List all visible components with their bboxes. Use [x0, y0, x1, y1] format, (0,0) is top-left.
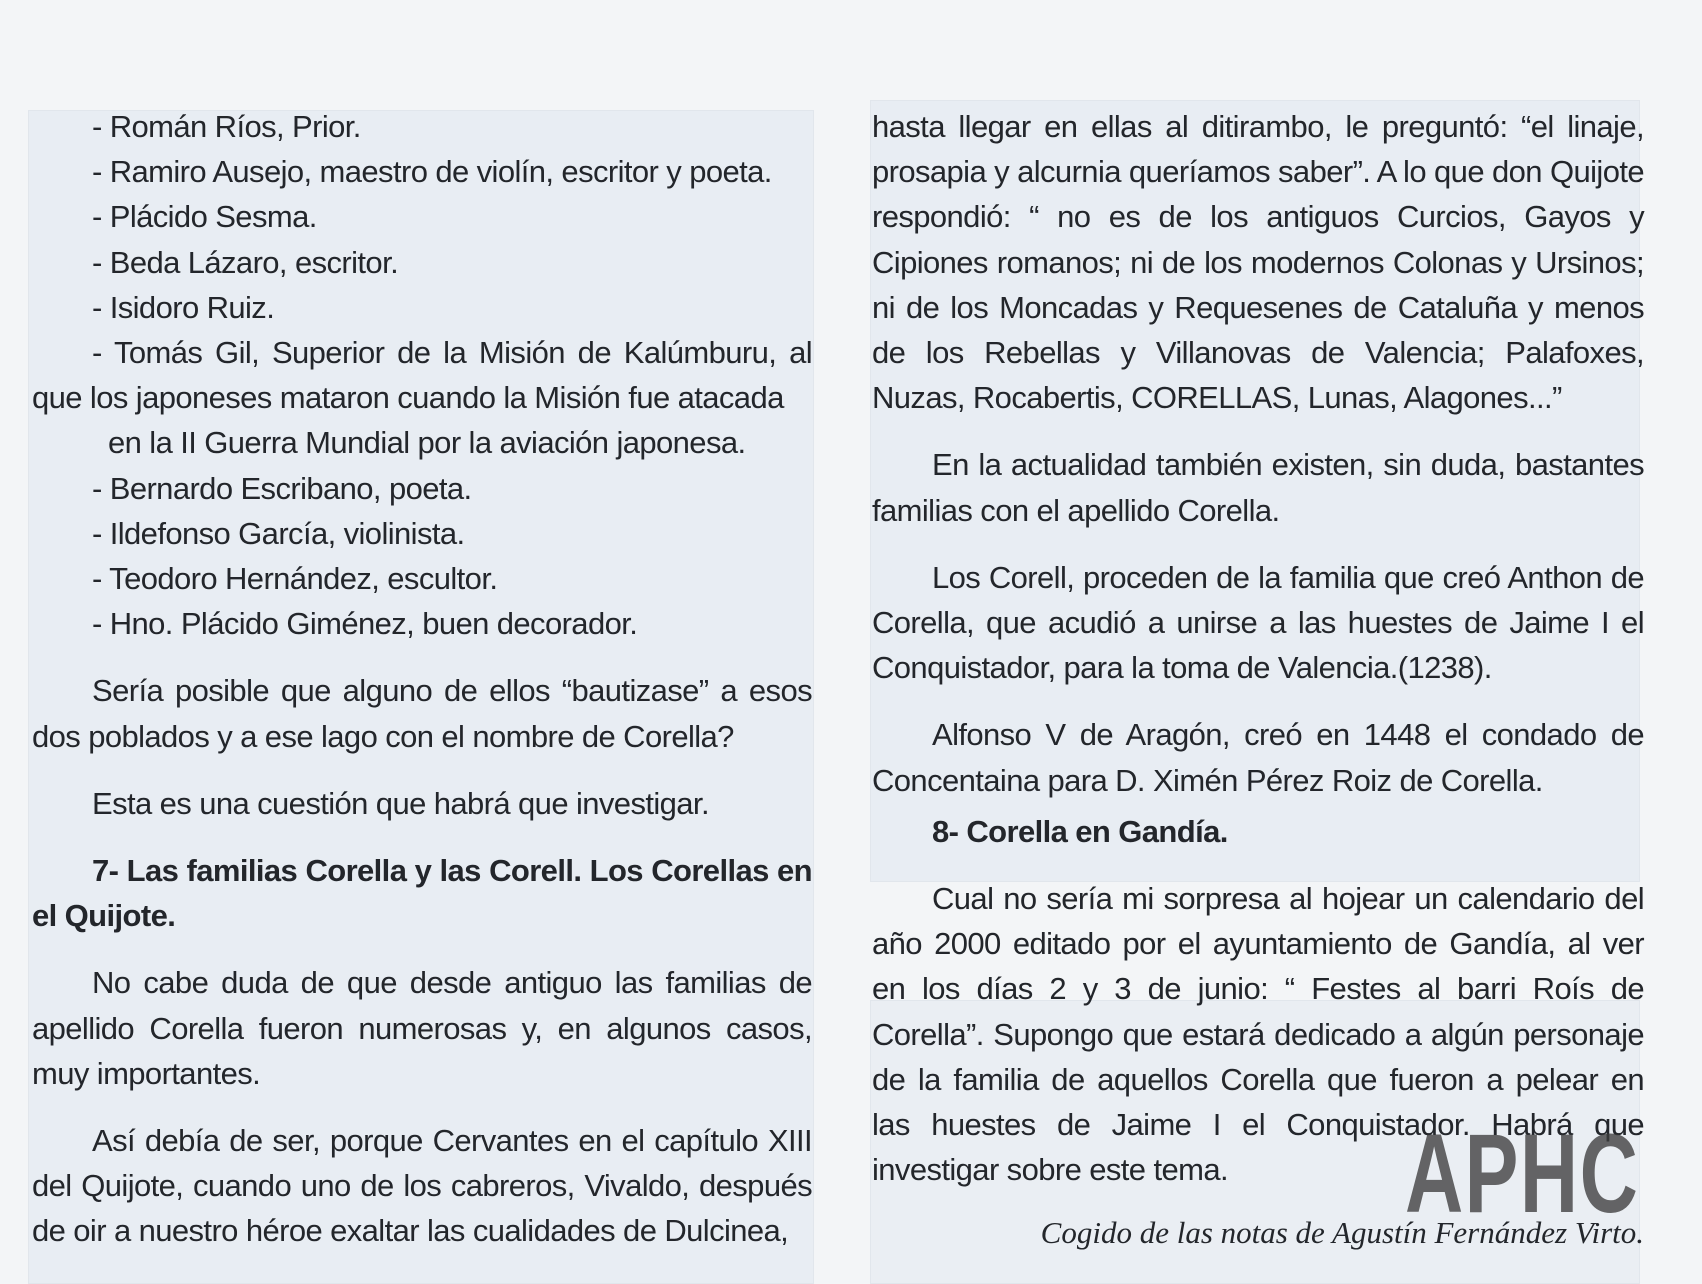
right-column	[872, 104, 1644, 1256]
paragraph: No cabe duda de que desde antiguo las familias de apellido Corella fueron numerosas y, en algunos casos, muy importantes.	[32, 965, 812, 1091]
paragraph: En la actualidad también existen, sin duda, bastantes familias con el apellido Corella.	[872, 447, 1644, 528]
list-item: - Ramiro Ausejo, maestro de violín, escritor y poeta.	[92, 154, 772, 190]
paragraph: Así debía de ser, porque Cervantes en el capítulo XIII del Quijote, cuando uno de los cabreros, Vivaldo, después de oir a nuestro héroe exaltar las cualidades de Dulcinea,	[32, 1123, 812, 1249]
list-item: - Plácido Sesma.	[92, 199, 317, 235]
list-item-text: - Tomás Gil, Superior de la Misión de Kalúmburu, al que los japoneses mataron cuando la Misión fue atacada	[32, 335, 812, 416]
list-item: - Beda Lázaro, escritor.	[92, 244, 399, 280]
paragraph: Esta es una cuestión que habrá que investigar.	[92, 785, 709, 821]
list-item: - Ildefonso García, violinista.	[92, 515, 465, 551]
section-heading-8: 8- Corella en Gandía.	[932, 813, 1228, 849]
paragraph: Sería posible que alguno de ellos “bautizase” a esos dos poblados y a ese lago con el nombre de Corella?	[32, 673, 812, 754]
list-item: - Hno. Plácido Giménez, buen decorador.	[92, 606, 638, 642]
signature: Cogido de las notas de Agustín Fernández Virto.	[1040, 1215, 1644, 1251]
section-heading-7: 7- Las familias Corella y las Corell. Los Corellas en el Quijote.	[32, 853, 812, 934]
list-item: - Teodoro Hernández, escultor.	[92, 561, 498, 597]
paragraph-continued: hasta llegar en ellas al ditirambo, le preguntó: “el linaje, prosapia y alcurnia queríamos saber”. A lo que don Quijote respondió: “ no es de los antiguos Curcios, Gayos y Cipiones romanos; ni de los modernos Colonas y Ursinos; ni de los Moncadas y Requesenes de Cataluña y menos de los Rebellas y Villanovas de Valencia; Palafoxes, Nuzas, Rocabertis, CORELLAS, Lunas, Alagones...”	[872, 109, 1644, 416]
watermark-logo: APHC	[1405, 1111, 1640, 1236]
list-item: - Román Ríos, Prior.	[92, 109, 361, 144]
list-item-tomas-gil	[32, 330, 812, 466]
list-item: - Isidoro Ruiz.	[92, 289, 275, 325]
paragraph: Cual no sería mi sorpresa al hojear un calendario del año 2000 editado por el ayuntamiento de Gandía, al ver en los días 2 y 3 de junio: “ Festes al barri Roís de Corella”. Supongo que estará dedicado a algún personaje de la familia de aquellos Corella que fueron a pelear en las huestes de Jaime I el Conquistador. Habrá que investigar sobre este tema.	[872, 881, 1644, 1188]
paragraph: Los Corell, proceden de la familia que creó Anthon de Corella, que acudió a unirse a las huestes de Jaime I el Conquistador, para la toma de Valencia.(1238).	[872, 559, 1644, 686]
paragraph: Alfonso V de Aragón, creó en 1448 el condado de Concentaina para D. Ximén Pérez Roiz de Corella.	[872, 717, 1644, 798]
list-item: - Bernardo Escribano, poeta.	[92, 470, 472, 506]
list-item-continuation: en la II Guerra Mundial por la aviación japonesa.	[108, 425, 746, 461]
left-column	[32, 104, 812, 1254]
